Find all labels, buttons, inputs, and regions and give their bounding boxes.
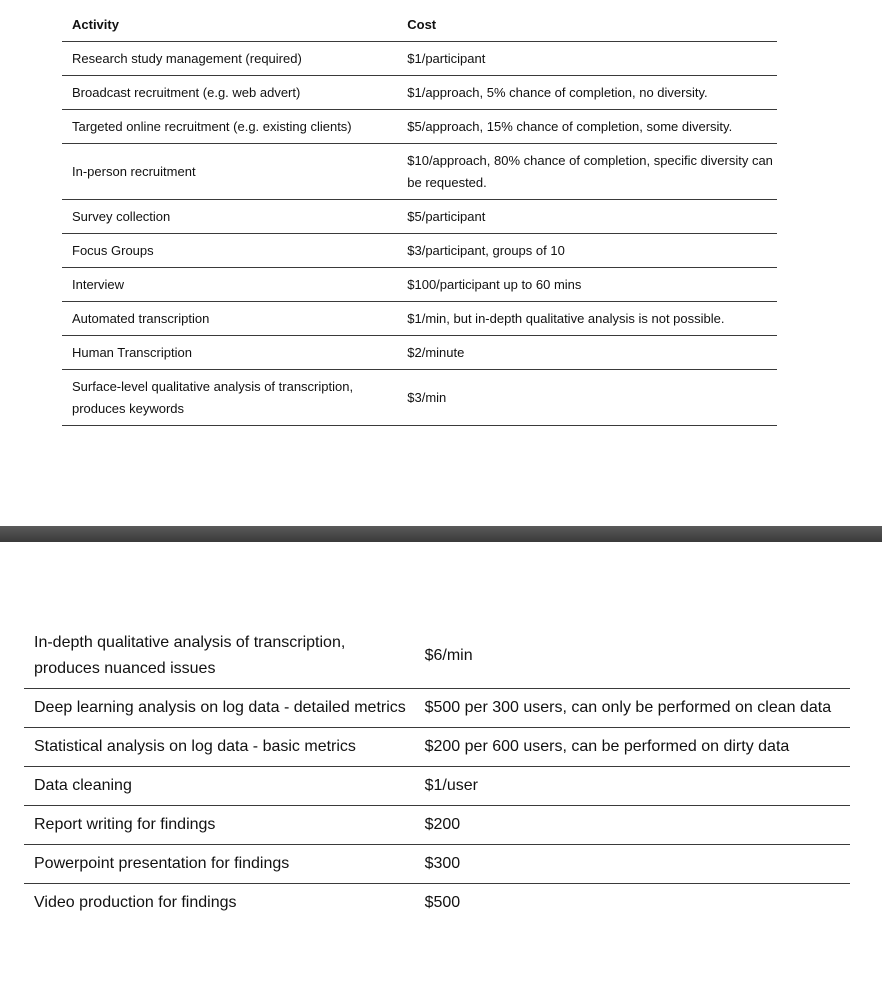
cost-cell: $500 [424, 894, 461, 911]
table-row [62, 336, 777, 370]
activity-column-header: Activity [62, 6, 397, 42]
cost-cell: $100/participant up to 60 mins [397, 268, 777, 302]
activity-cell: Powerpoint presentation for findings [24, 845, 413, 884]
activity-cell: Automated transcription [62, 302, 397, 336]
cost-cell: $5/approach, 15% chance of completion, some diversity. [397, 110, 777, 144]
table-row [24, 689, 850, 728]
activity-cell: Data cleaning [24, 767, 413, 806]
activity-cell: Survey collection [62, 200, 397, 234]
table-row [24, 845, 850, 884]
activity-cell: In-depth qualitative analysis of transcription, produces nuanced issues [24, 624, 413, 689]
activity-cell: Report writing for findings [24, 806, 413, 845]
cost-cell: $2/minute [397, 336, 777, 370]
cost-cell: $500 per 300 users, can only be performed on clean data [413, 689, 850, 728]
cost-cell: $1/min, but in-depth qualitative analysis is not possible. [397, 302, 777, 336]
bottom-cost-table-section [0, 542, 882, 986]
cost-cell: $10/approach, 80% chance of completion, specific diversity can be requested. [397, 144, 777, 200]
cost-cell: $200 per 600 users, can be performed on dirty data [413, 728, 850, 767]
cost-cell: $3/participant, groups of 10 [397, 234, 777, 268]
table-row [62, 268, 777, 302]
table-row [62, 370, 777, 426]
table-row [62, 76, 777, 110]
activity-cell: Surface-level qualitative analysis of transcription, produces keywords [62, 370, 397, 426]
table-row [62, 234, 777, 268]
activity-cell: Interview [62, 268, 397, 302]
activity-cell: Research study management (required) [62, 42, 397, 76]
activity-cell: Targeted online recruitment (e.g. existing clients) [62, 110, 397, 144]
bottom-cost-table [24, 624, 850, 922]
activity-cell: Human Transcription [62, 336, 397, 370]
table-row [24, 624, 850, 689]
table-header-row [62, 6, 777, 42]
cost-cell: $300 [413, 845, 850, 884]
activity-cell: Deep learning analysis on log data - detailed metrics [24, 689, 413, 728]
table-row [62, 144, 777, 200]
activity-cell: Video production for findings [34, 894, 237, 911]
table-row [24, 728, 850, 767]
cost-cell: $1/user [413, 767, 850, 806]
cost-cell: $6/min [413, 624, 850, 689]
table-row [62, 200, 777, 234]
cost-cell: $1/participant [397, 42, 777, 76]
cost-cell: $3/min [397, 370, 777, 426]
table-row [62, 110, 777, 144]
activity-cell: Statistical analysis on log data - basic metrics [24, 728, 413, 767]
table-row [24, 767, 850, 806]
section-divider [0, 526, 882, 542]
table-row [24, 806, 850, 845]
cost-cell: $1/approach, 5% chance of completion, no diversity. [397, 76, 777, 110]
cost-cell: $200 [413, 806, 850, 845]
activity-cell: Broadcast recruitment (e.g. web advert) [62, 76, 397, 110]
top-cost-table [62, 6, 777, 426]
table-row [24, 884, 850, 923]
cost-column-header: Cost [397, 6, 777, 42]
cost-cell: $5/participant [397, 200, 777, 234]
table-row [62, 42, 777, 76]
table-row [62, 302, 777, 336]
activity-cell: In-person recruitment [62, 144, 397, 200]
activity-cell: Focus Groups [62, 234, 397, 268]
